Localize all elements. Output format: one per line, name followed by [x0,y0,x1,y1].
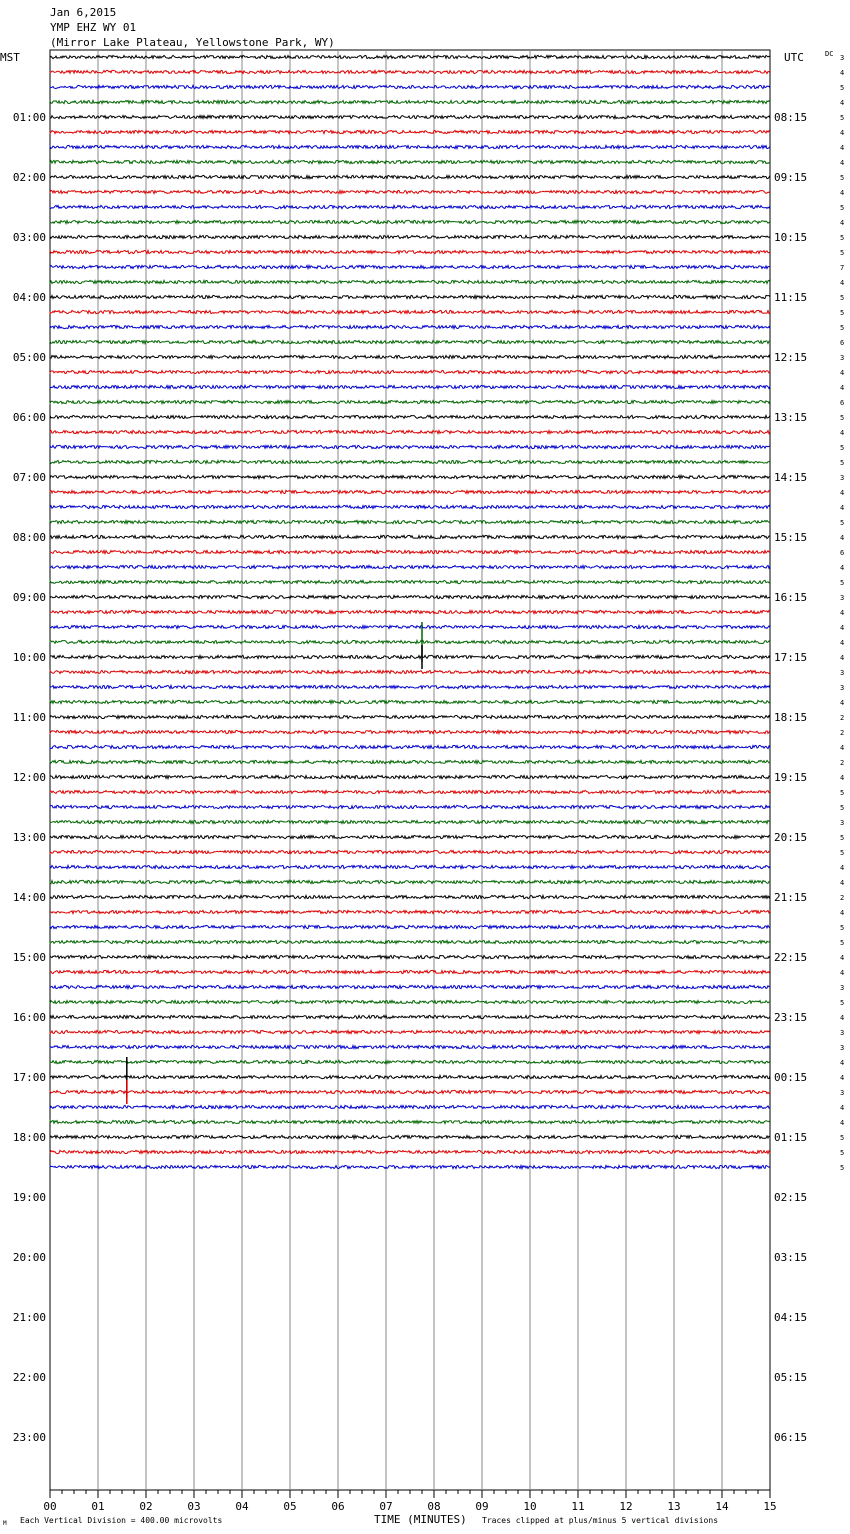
right-hour-label: 20:15 [774,831,808,844]
seismic-trace [50,985,770,988]
dc-value: 4 [840,864,845,872]
dc-value: 5 [840,324,845,332]
seismic-trace [50,865,770,868]
dc-value: 5 [840,939,845,947]
right-hour-label: 09:15 [774,171,808,184]
seismic-trace [50,700,770,703]
dc-value: 4 [840,489,845,497]
dc-value: 5 [840,1134,845,1142]
right-hour-label: 04:15 [774,1311,808,1324]
dc-value: 4 [840,129,845,137]
dc-value: 3 [840,684,845,692]
dc-value: 2 [840,729,845,737]
seismic-trace [50,655,770,658]
right-hour-label: 19:15 [774,771,808,784]
right-hour-label: 11:15 [774,291,808,304]
x-tick-label: 04 [235,1500,249,1513]
dc-value: 5 [840,114,845,122]
right-hour-label: 21:15 [774,891,808,904]
dc-value: 5 [840,999,845,1007]
x-tick-label: 08 [427,1500,441,1513]
seismic-trace [50,145,770,148]
right-hour-label: 22:15 [774,951,808,964]
left-hour-label: 14:00 [12,891,46,904]
x-tick-label: 12 [619,1500,633,1513]
seismic-trace [50,790,770,793]
seismic-trace [50,325,770,328]
seismic-trace [50,70,770,73]
dc-value: 2 [840,714,845,722]
left-hour-label: 13:00 [12,831,46,844]
seismic-trace [50,1015,770,1018]
left-timezone-label: MST [0,51,20,64]
seismic-trace [50,130,770,133]
left-hour-label: 08:00 [12,531,46,544]
dc-value: 4 [840,504,845,512]
dc-value: 3 [840,474,845,482]
left-hour-label: 12:00 [12,771,46,784]
seismic-trace [50,310,770,313]
seismic-trace [50,1105,770,1108]
dc-value: 7 [840,264,845,272]
seismic-trace [50,595,770,598]
seismic-trace [50,1060,770,1063]
dc-value: 4 [840,774,845,782]
header-station: YMP EHZ WY 01 [50,21,137,34]
dc-value: 4 [840,1119,845,1127]
right-hour-label: 17:15 [774,651,808,664]
dc-value: 4 [840,69,845,77]
seismic-trace [50,535,770,538]
dc-value: 6 [840,339,845,347]
dc-value: 5 [840,1149,845,1157]
dc-value: 4 [840,1014,845,1022]
dc-value: 3 [840,54,845,62]
left-hour-label: 17:00 [12,1071,46,1084]
seismic-trace [50,970,770,973]
left-hour-label: 04:00 [12,291,46,304]
left-hour-label: 20:00 [12,1251,46,1264]
seismic-trace [50,55,770,58]
plot-frame [50,50,770,1490]
dc-value: 4 [840,909,845,917]
left-hour-label: 10:00 [12,651,46,664]
dc-value: 4 [840,429,845,437]
seismic-trace [50,175,770,178]
seismic-trace [50,940,770,943]
left-hour-label: 11:00 [12,711,46,724]
dc-value: 4 [840,609,845,617]
right-timezone-label: UTC [784,51,804,64]
seismic-trace [50,235,770,238]
seismic-trace [50,580,770,583]
seismic-trace [50,400,770,403]
dc-value: 2 [840,894,845,902]
dc-value: 4 [840,699,845,707]
dc-value: 4 [840,624,845,632]
right-hour-label: 23:15 [774,1011,808,1024]
x-tick-label: 09 [475,1500,489,1513]
left-hour-label: 05:00 [12,351,46,364]
dc-value: 3 [840,354,845,362]
dc-value: 5 [840,1164,845,1172]
dc-value: 5 [840,444,845,452]
seismic-trace [50,490,770,493]
seismic-trace [50,1075,770,1078]
dc-value: 4 [840,369,845,377]
seismic-trace [50,670,770,673]
clip-note: Traces clipped at plus/minus 5 vertical divisions [482,1516,719,1525]
seismic-trace [50,85,770,88]
trace-group [50,55,770,1168]
seismic-trace [50,475,770,478]
left-hour-label: 22:00 [12,1371,46,1384]
seismic-trace [50,115,770,118]
seismic-trace [50,925,770,928]
dc-value: 5 [840,804,845,812]
dc-value: 5 [840,204,845,212]
dc-value: 5 [840,789,845,797]
seismic-trace [50,910,770,913]
seismic-trace [50,160,770,163]
seismic-trace [50,340,770,343]
dc-value: 5 [840,459,845,467]
x-tick-label: 02 [139,1500,153,1513]
seismic-trace [50,370,770,373]
seismic-trace [50,730,770,733]
right-hour-label: 15:15 [774,531,808,544]
seismic-trace [50,850,770,853]
seismic-trace [50,1090,770,1093]
dc-value: 5 [840,924,845,932]
right-hour-label: 12:15 [774,351,808,364]
dc-value: 3 [840,594,845,602]
dc-value: 4 [840,654,845,662]
x-tick-label: 11 [571,1500,585,1513]
right-hour-label: 08:15 [774,111,808,124]
dc-header-label: DC [825,50,834,58]
seismic-trace [50,385,770,388]
seismic-trace [50,445,770,448]
right-hour-labels [774,111,807,1444]
seismic-trace [50,565,770,568]
seismic-trace [50,415,770,418]
seismic-trace [50,250,770,253]
right-hour-label: 16:15 [774,591,808,604]
seismic-trace [50,610,770,613]
dc-value: 5 [840,84,845,92]
seismic-trace [50,550,770,553]
seismic-trace [50,520,770,523]
dc-value: 5 [840,234,845,242]
corner-mark: M [3,1520,7,1527]
dc-value: 5 [840,579,845,587]
left-hour-label: 06:00 [12,411,46,424]
dc-value: 4 [840,954,845,962]
left-hour-label: 01:00 [12,111,46,124]
seismic-trace [50,190,770,193]
seismic-trace [50,745,770,748]
seismic-trace [50,835,770,838]
dc-value: 4 [840,159,845,167]
dc-value: 4 [840,1074,845,1082]
seismic-trace [50,295,770,298]
right-hour-label: 02:15 [774,1191,808,1204]
dc-value: 3 [840,819,845,827]
seismic-trace [50,640,770,643]
dc-value: 5 [840,849,845,857]
seismic-trace [50,505,770,508]
dc-value: 5 [840,174,845,182]
seismic-trace [50,775,770,778]
right-hour-label: 10:15 [774,231,808,244]
header-location: (Mirror Lake Plateau, Yellowstone Park, WY) [50,36,335,49]
dc-value: 3 [840,1029,845,1037]
seismic-trace [50,1165,770,1168]
dc-value: 4 [840,534,845,542]
seismic-trace [50,685,770,688]
left-hour-label: 07:00 [12,471,46,484]
left-hour-label: 02:00 [12,171,46,184]
x-tick-label: 13 [667,1500,681,1513]
seismic-trace [50,820,770,823]
dc-value: 4 [840,384,845,392]
scale-note: Each Vertical Division = 400.00 microvolts [20,1516,223,1525]
seismic-trace [50,1045,770,1048]
dc-value: 4 [840,639,845,647]
seismic-trace [50,715,770,718]
dc-value: 4 [840,879,845,887]
dc-value: 4 [840,99,845,107]
x-tick-label: 15 [763,1500,777,1513]
dc-value: 5 [840,309,845,317]
seismic-trace [50,280,770,283]
seismic-trace [50,1150,770,1153]
seismic-trace [50,220,770,223]
seismic-trace [50,955,770,958]
left-hour-label: 21:00 [12,1311,46,1324]
x-tick-label: 07 [379,1500,393,1513]
left-hour-label: 15:00 [12,951,46,964]
seismic-trace [50,460,770,463]
seismic-trace [50,880,770,883]
right-hour-label: 14:15 [774,471,808,484]
seismic-trace [50,100,770,103]
right-hour-label: 01:15 [774,1131,808,1144]
dc-value: 5 [840,519,845,527]
x-tick-label: 05 [283,1500,297,1513]
right-hour-label: 03:15 [774,1251,808,1264]
left-hour-label: 03:00 [12,231,46,244]
x-axis-label: TIME (MINUTES) [374,1513,467,1526]
seismic-trace [50,1030,770,1033]
x-tick-label: 00 [43,1500,57,1513]
right-hour-label: 00:15 [774,1071,808,1084]
seismic-trace [50,205,770,208]
left-hour-labels [13,111,46,1444]
dc-value: 3 [840,1044,845,1052]
header-date: Jan 6,2015 [50,6,117,19]
dc-value: 5 [840,294,845,302]
x-tick-label: 14 [715,1500,729,1513]
x-tick-label: 01 [91,1500,105,1513]
seismic-trace [50,625,770,628]
left-hour-label: 18:00 [12,1131,46,1144]
seismic-trace [50,1135,770,1138]
right-hour-label: 18:15 [774,711,808,724]
dc-value: 4 [840,1104,845,1112]
dc-value: 4 [840,969,845,977]
dc-value: 6 [840,399,845,407]
dc-value: 4 [840,564,845,572]
dc-value: 4 [840,189,845,197]
seismic-trace [50,760,770,763]
left-hour-label: 19:00 [12,1191,46,1204]
dc-value: 5 [840,249,845,257]
seismic-trace [50,355,770,358]
x-tick-label: 03 [187,1500,201,1513]
left-hour-label: 16:00 [12,1011,46,1024]
seismic-trace [50,1000,770,1003]
seismic-trace [50,430,770,433]
x-axis-ticks [43,1490,776,1513]
left-hour-label: 23:00 [12,1431,46,1444]
dc-value: 5 [840,834,845,842]
x-tick-label: 06 [331,1500,345,1513]
dc-value: 4 [840,279,845,287]
dc-value: 3 [840,669,845,677]
dc-value: 5 [840,414,845,422]
seismic-trace [50,805,770,808]
dc-value: 4 [840,144,845,152]
dc-value: 4 [840,219,845,227]
x-tick-label: 10 [523,1500,537,1513]
dc-value: 4 [840,744,845,752]
dc-value: 4 [840,1059,845,1067]
right-hour-label: 13:15 [774,411,808,424]
dc-value-labels [840,54,844,1172]
right-hour-label: 06:15 [774,1431,808,1444]
dc-value: 2 [840,759,845,767]
seismic-trace [50,895,770,898]
seismic-trace [50,1120,770,1123]
right-hour-label: 05:15 [774,1371,808,1384]
dc-value: 6 [840,549,845,557]
seismic-trace [50,265,770,268]
dc-value: 3 [840,1089,845,1097]
left-hour-label: 09:00 [12,591,46,604]
dc-value: 3 [840,984,845,992]
